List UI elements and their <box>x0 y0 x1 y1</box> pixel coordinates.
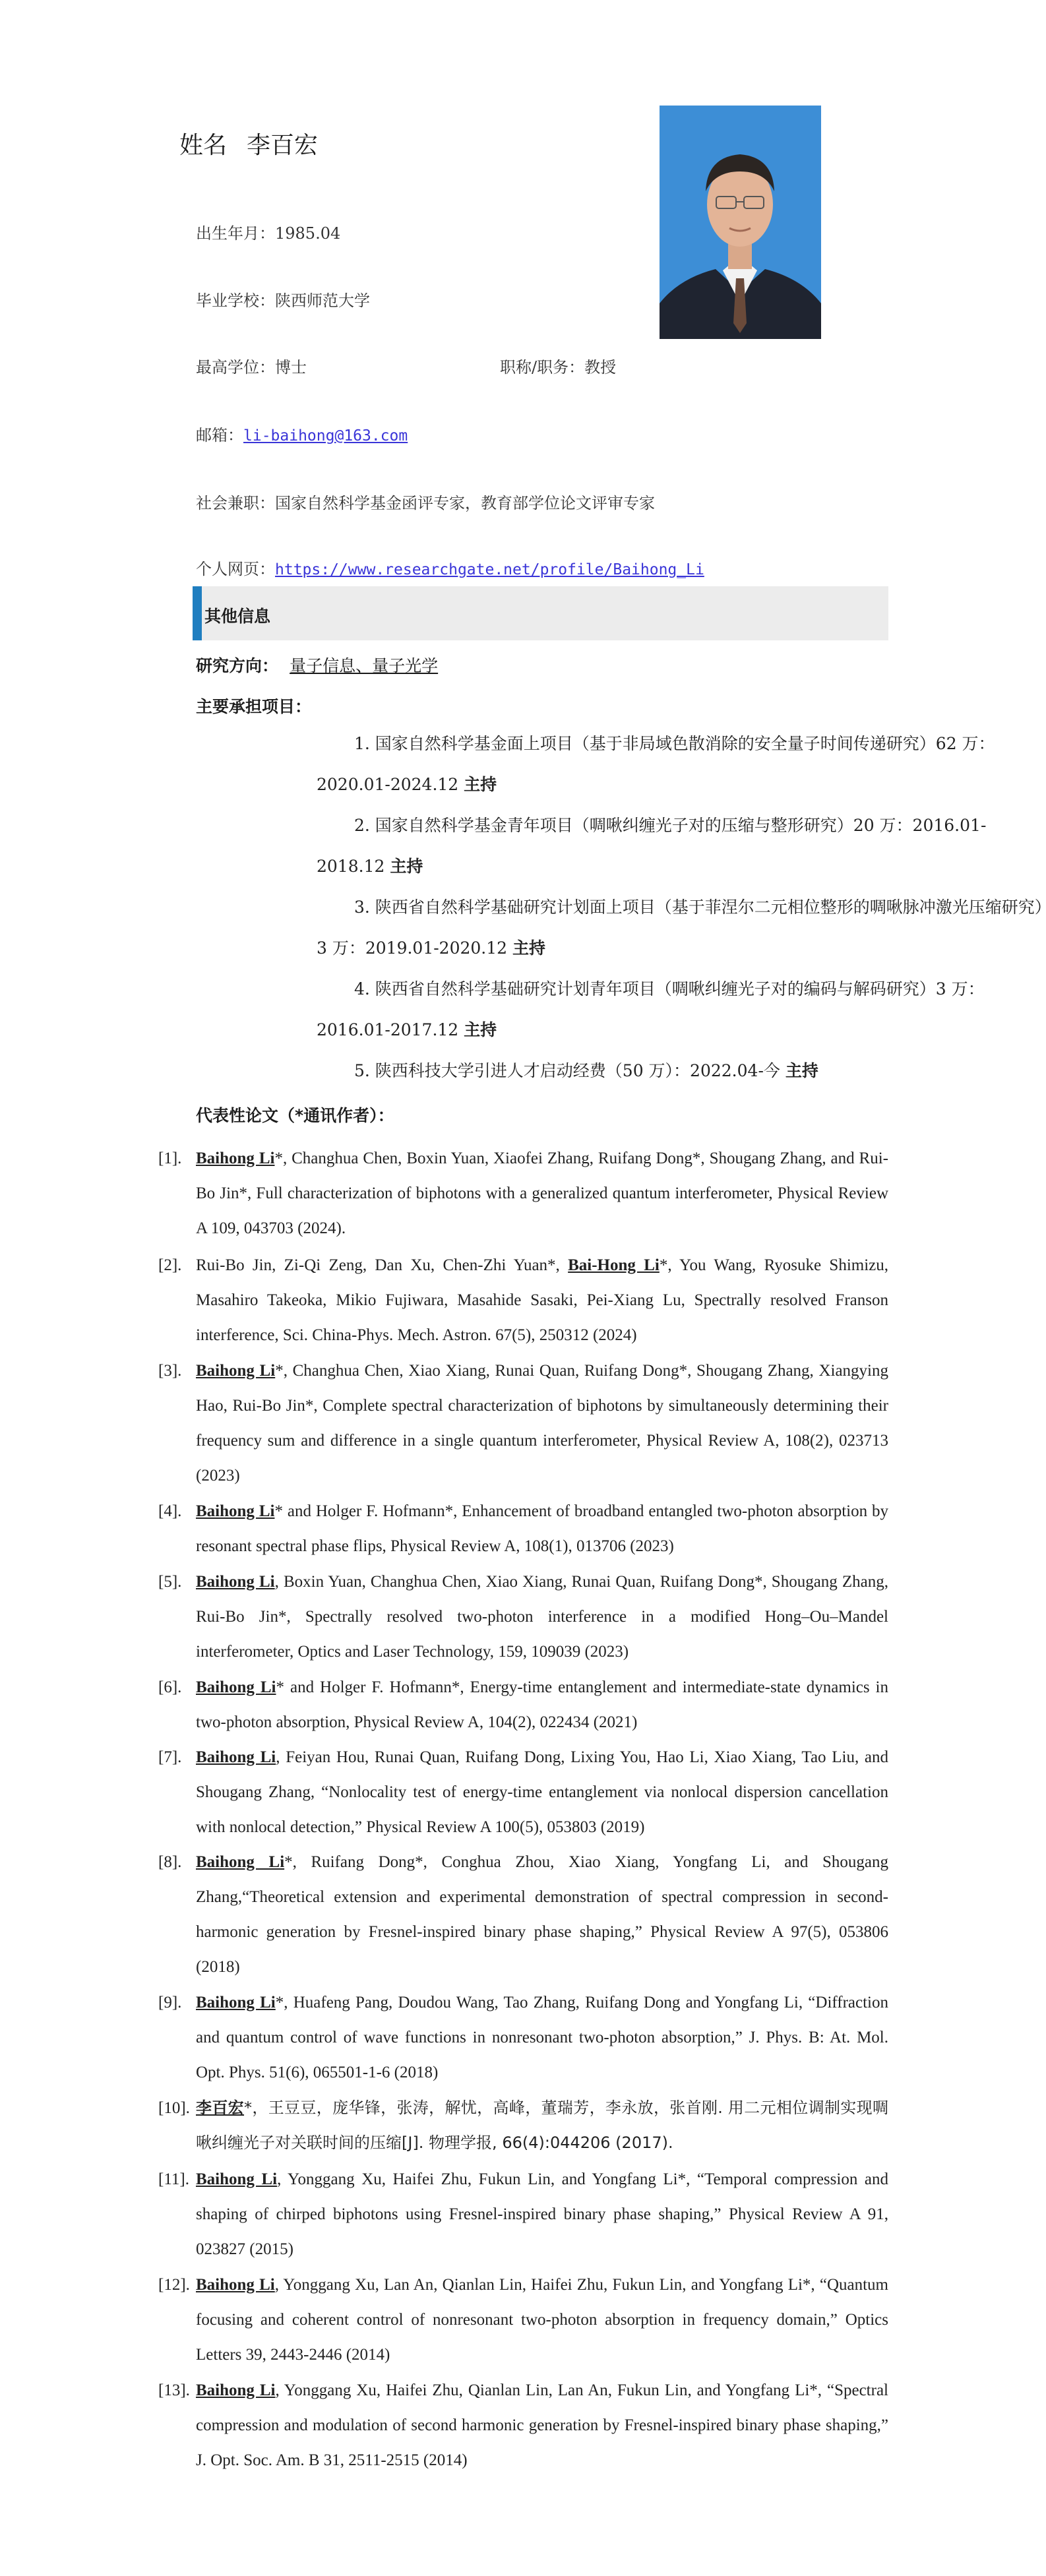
project-item: 3. 陕西省自然科学基础研究计划面上项目（基于菲涅尔二元相位整形的啁啾脉冲激光压缩研究）3 万：2019.01-2020.12 主持 <box>317 898 1043 958</box>
paper-item: [8]. Baihong Li*, Ruifang Dong*, Conghua Zhou, Xiao Xiang, Yongfang Li, and Shougang Zhang,“Theoretical extension and experimental demonstration of spectral compression in second-harmonic generation by Fresnel-inspired binary phase shaping,” Physical Review A 97(5), 053806 (2018) <box>158 1853 888 1976</box>
paper-author: 李百宏 <box>196 2099 245 2117</box>
project-item: 4. 陕西省自然科学基础研究计划青年项目（啁啾纠缠光子对的编码与解码研究）3 万：2016.01-2017.12 主持 <box>317 979 985 1039</box>
homepage-label: 个人网页： <box>196 560 275 578</box>
homepage-link[interactable]: https://www.researchgate.net/profile/Baihong_Li <box>275 561 704 578</box>
email-label: 邮箱： <box>196 426 243 445</box>
paper-item: [10]. 李百宏*，王豆豆，庞华锋，张涛，解忧，高峰，董瑞芳，李永放，张首刚. 用二元相位调制实现啁啾纠缠光子对关联时间的压缩[J]. 物理学报, 66(4):044206 (2017). <box>158 2099 888 2152</box>
paper-author: Baihong Li <box>196 1502 275 1520</box>
section-accent <box>193 586 202 640</box>
project-item: 1. 国家自然科学基金面上项目（基于非局域色散消除的安全量子时间传递研究）62 万：2020.01-2024.12 主持 <box>317 734 995 794</box>
papers-heading: 代表性论文（*通讯作者）： <box>196 1106 394 1125</box>
paper-author: Baihong Li <box>196 1362 276 1380</box>
paper-author: Baihong Li <box>196 1748 276 1766</box>
projects-heading: 主要承担项目： <box>196 697 312 716</box>
paper-item: [11]. Baihong Li, Yonggang Xu, Haifei Zhu, Fukun Lin, and Yongfang Li*, “Temporal compression and shaping of chirped biphotons using Fresnel-inspired binary phase shaping,” Physical Review A 91, 023827 (2015) <box>158 2170 888 2258</box>
project-item: 2. 国家自然科学基金青年项目（啁啾纠缠光子对的压缩与整形研究）20 万：2016.01-2018.12 主持 <box>317 816 987 876</box>
paper-item: [4]. Baihong Li* and Holger F. Hofmann*, Enhancement of broadband entangled two-photon absorption by resonant spectral phase flips, Physical Review A, 108(1), 013706 (2023) <box>158 1502 888 1555</box>
name-label: 姓名 <box>179 132 228 159</box>
projects-list <box>158 723 1043 1091</box>
paper-author: Baihong Li <box>196 2276 275 2294</box>
portrait-image <box>660 106 821 339</box>
paper-item: [6]. Baihong Li* and Holger F. Hofmann*, Energy-time entanglement and intermediate-state dynamics in two-photon absorption, Physical Review A, 104(2), 022434 (2021) <box>158 1678 888 1731</box>
section-title: 其他信息 <box>204 607 271 626</box>
paper-item: [12]. Baihong Li, Yonggang Xu, Lan An, Qianlan Lin, Haifei Zhu, Fukun Lin, and Yongfang Li*, “Quantum focusing and coherent control of nonresonant two-photon absorption in frequency domain,” Optics Letters 39, 2443-2446 (2014) <box>158 2276 888 2364</box>
research-value: 量子信息、量子光学 <box>290 656 439 675</box>
paper-item: [1]. Baihong Li*, Changhua Chen, Boxin Yuan, Xiaofei Zhang, Ruifang Dong*, Shougang Zhang, and Rui-Bo Jin*, Full characterization of biphotons with a generalized quantum interferometer, Physical Review A 109, 043703 (2024). <box>158 1150 888 1237</box>
paper-author: Baihong Li <box>196 2381 276 2399</box>
profile-name-line <box>179 127 318 160</box>
research-label: 研究方向： <box>196 656 279 675</box>
school-field: 毕业学校：陕西师范大学 <box>196 291 370 310</box>
paper-author: Baihong Li <box>196 2170 278 2188</box>
paper-item: [5]. Baihong Li, Boxin Yuan, Changhua Chen, Xiao Xiang, Runai Quan, Ruifang Dong*, Shougang Zhang, Rui-Bo Jin*, Spectrally resolved two-photon interference in a modified Hong–Ou–Mandel interferometer, Optics and Laser Technology, 159, 109039 (2023) <box>158 1573 888 1661</box>
homepage-field <box>196 556 704 579</box>
paper-author: Bai-Hong Li <box>568 1256 660 1274</box>
person-name: 李百宏 <box>247 132 319 159</box>
title-field: 职称/职务：教授 <box>500 358 617 377</box>
research-row <box>196 653 438 677</box>
email-field <box>196 422 408 445</box>
email-link[interactable]: li-baihong@163.com <box>243 427 408 445</box>
paper-item: [3]. Baihong Li*, Changhua Chen, Xiao Xiang, Runai Quan, Ruifang Dong*, Shougang Zhang, Xiangying Hao, Rui-Bo Jin*, Complete spectral characterization of biphotons by simultaneously determining their frequency sum and difference in a single quantum interferometer, Physical Review A, 108(2), 023713 (2023) <box>158 1362 888 1485</box>
paper-author: Baihong Li <box>196 1573 275 1591</box>
service-field: 社会兼职：国家自然科学基金函评专家，教育部学位论文评审专家 <box>196 494 655 512</box>
paper-author: Baihong Li <box>196 1853 285 1871</box>
paper-item: [13]. Baihong Li, Yonggang Xu, Haifei Zhu, Qianlan Lin, Lan An, Fukun Lin, and Yongfang Li*, “Spectral compression and modulation of second harmonic generation by Fresnel-inspired binary phase shaping,” J. Opt. Soc. Am. B 31, 2511-2515 (2014) <box>158 2381 888 2469</box>
section-header <box>193 586 888 640</box>
paper-item: [9]. Baihong Li*, Huafeng Pang, Doudou Wang, Tao Zhang, Ruifang Dong and Yongfang Li, “Diffraction and quantum control of wave functions in nonresonant two-photon absorption,” J. Phys. B: At. Mol. Opt. Phys. 51(6), 065501-1-6 (2018) <box>158 1994 888 2081</box>
degree-field: 最高学位：博士 <box>196 358 307 377</box>
birth-field: 出生年月：1985.04 <box>196 224 341 243</box>
project-item: 5. 陕西科技大学引进人才启动经费（50 万）：2022.04-今 主持 <box>354 1061 818 1080</box>
paper-item: [7]. Baihong Li, Feiyan Hou, Runai Quan, Ruifang Dong, Lixing You, Hao Li, Xiao Xiang, Tao Liu, and Shougang Zhang, “Nonlocality test of energy-time entanglement via nonlocal dispersion cancellation with nonlocal detection,” Physical Review A 100(5), 053803 (2019) <box>158 1748 888 1836</box>
paper-author: Baihong Li <box>196 1678 276 1696</box>
paper-author: Baihong Li <box>196 1994 276 2011</box>
profile-photo <box>660 106 821 339</box>
paper-item: [2]. Rui-Bo Jin, Zi-Qi Zeng, Dan Xu, Chen-Zhi Yuan*, Bai-Hong Li*, You Wang, Ryosuke Shimizu, Masahiro Takeoka, Mikio Fujiwara, Masahide Sasaki, Pei-Xiang Lu, Spectrally resolved Franson interference, Sci. China-Phys. Mech. Astron. 67(5), 250312 (2024) <box>158 1256 889 1344</box>
paper-author: Baihong Li <box>196 1150 275 1167</box>
